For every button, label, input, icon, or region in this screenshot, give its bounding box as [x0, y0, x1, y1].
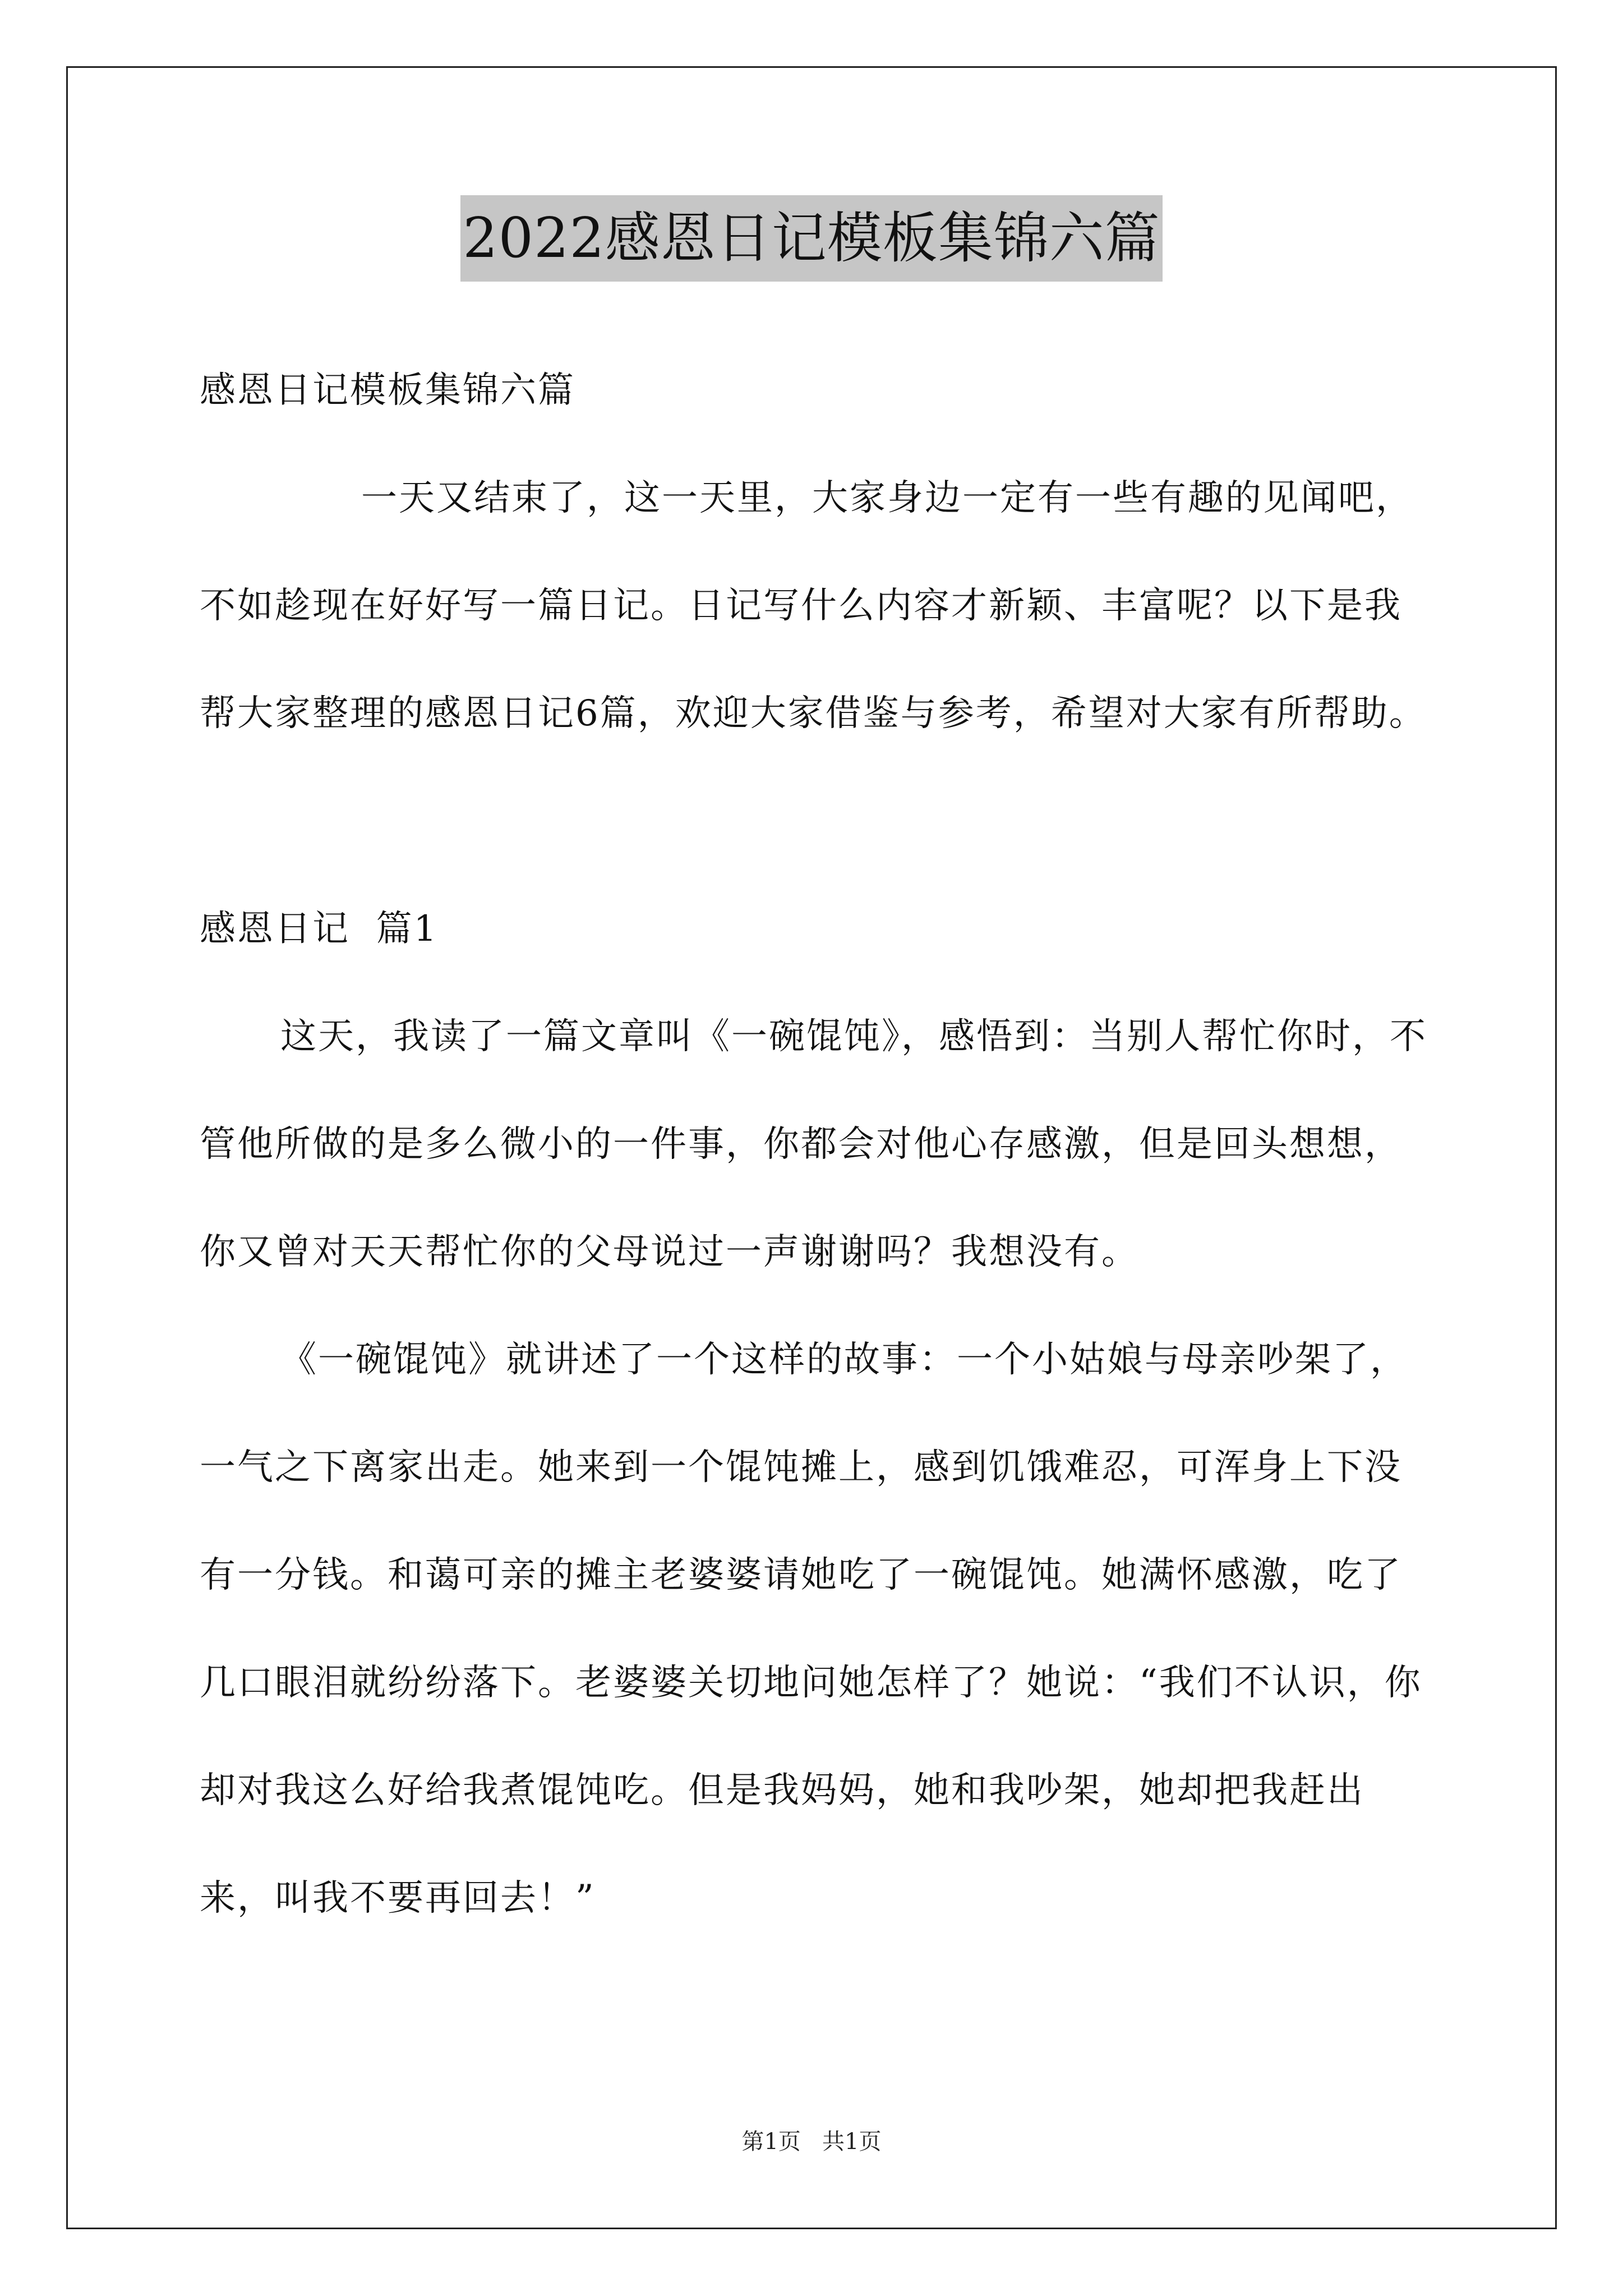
document-title: 2022感恩日记模板集锦六篇 [460, 195, 1162, 282]
page-footer: 第1页 共1页 [741, 2129, 882, 2155]
intro-paragraph: 一天又结束了，这一天里，大家身边一定有一些有趣的见闻吧，不如趁现在好好写一篇日记。日记写什么内容才新颖、丰富呢？以下是我帮大家整理的感恩日记6篇，欢迎大家借鉴与参考，希望对大家有所帮助。 [200, 477, 1427, 734]
body-paragraph-1: 这天，我读了一篇文章叫《一碗馄饨》，感悟到：当别人帮忙你时，不管他所做的是多么微小的一件事，你都会对他心存感激，但是回头想想，你又曾对天天帮忙你的父母说过一声谢谢吗？我想没有。 [200, 1016, 1427, 1273]
document-body [200, 337, 1433, 1952]
section-spacer [200, 767, 1433, 875]
section-heading: 感恩日记 篇1 [200, 908, 439, 950]
intro-section [200, 444, 1433, 767]
document-subtitle: 感恩日记模板集锦六篇 [200, 370, 575, 411]
title-container [0, 195, 1623, 282]
body-paragraph-2: 《一碗馄饨》就讲述了一个这样的故事：一个小姑娘与母亲吵架了，一气之下离家出走。她来到一个馄饨摊上，感到饥饿难忍，可浑身上下没有一分钱。和蔼可亲的摊主老婆婆请她吃了一碗馄饨。她满怀感激，吃了几口眼泪就纷纷落下。老婆婆关切地问她怎样了？她说：“我们不认识，你却对我这么好给我煮馄饨吃。但是我妈妈，她和我吵架，她却把我赶出来，叫我不要再回去！” [200, 1339, 1422, 1919]
